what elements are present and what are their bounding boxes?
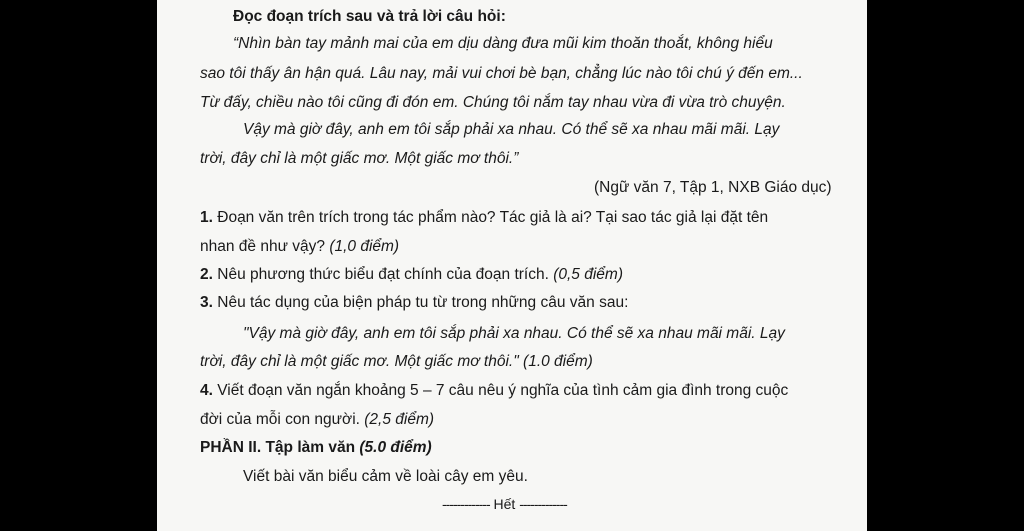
end-word: Hết xyxy=(493,496,516,512)
question-4-number: 4. xyxy=(200,382,213,399)
question-1-text: Đoạn văn trên trích trong tác phẩm nào? Tác giả là ai? Tại sao tác giả lại đặt tên xyxy=(217,209,769,226)
question-1-number: 1. xyxy=(200,209,213,226)
passage-line-1: “Nhìn bàn tay mảnh mai của em dịu dàng đưa mũi kim thoăn thoắt, không hiểu xyxy=(233,35,773,52)
passage-line-4: Vậy mà giờ đây, anh em tôi sắp phải xa nhau. Có thể sẽ xa nhau mãi mãi. Lạy xyxy=(243,121,780,138)
end-dashes-left: ------------- xyxy=(442,496,490,512)
question-4-score: (2,5 điểm) xyxy=(364,411,435,428)
question-3 xyxy=(200,292,628,314)
question-3-quote-2: trời, đây chỉ là một giấc mơ. Một giấc mơ thôi." (1.0 điểm) xyxy=(200,353,593,370)
source-citation: (Ngữ văn 7, Tập 1, NXB Giáo dục) xyxy=(594,179,832,196)
passage-line-3: Từ đấy, chiều nào tôi cũng đi đón em. Chúng tôi nắm tay nhau vừa đi vừa trò chuyện. xyxy=(200,94,786,111)
question-4-cont xyxy=(200,409,434,431)
part-2-task: Viết bài văn biểu cảm về loài cây em yêu. xyxy=(243,468,528,485)
part-2-heading xyxy=(200,437,432,459)
question-1 xyxy=(200,207,768,229)
question-4 xyxy=(200,380,788,402)
question-1-text-2: nhan đề như vậy? xyxy=(200,238,325,255)
question-2 xyxy=(200,264,623,286)
part-2-score: (5.0 điểm) xyxy=(359,439,432,456)
question-2-text: Nêu phương thức biểu đạt chính của đoạn trích. xyxy=(217,266,549,283)
part-2-title: PHẦN II. Tập làm văn xyxy=(200,439,356,456)
instruction-heading: Đọc đoạn trích sau và trả lời câu hỏi: xyxy=(233,8,506,25)
end-dashes-right: ------------- xyxy=(519,496,567,512)
question-3-text: Nêu tác dụng của biện pháp tu từ trong những câu văn sau: xyxy=(217,294,629,311)
passage-line-2: sao tôi thấy ân hận quá. Lâu nay, mải vui chơi bè bạn, chẳng lúc nào tôi chú ý đến em... xyxy=(200,65,803,82)
passage-line-5: trời, đây chỉ là một giấc mơ. Một giấc mơ thôi.” xyxy=(200,150,519,167)
question-3-number: 3. xyxy=(200,294,213,311)
question-2-score: (0,5 điểm) xyxy=(553,266,623,283)
question-3-quote-1: "Vậy mà giờ đây, anh em tôi sắp phải xa nhau. Có thể sẽ xa nhau mãi mãi. Lạy xyxy=(243,325,785,342)
question-2-number: 2. xyxy=(200,266,213,283)
question-4-text: Viết đoạn văn ngắn khoảng 5 – 7 câu nêu ý nghĩa của tình cảm gia đình trong cuộc xyxy=(217,382,789,399)
question-4-text-2: đời của mỗi con người. xyxy=(200,411,360,428)
end-marker xyxy=(442,496,567,512)
question-1-score: (1,0 điểm) xyxy=(329,238,400,255)
question-1-cont xyxy=(200,236,399,258)
